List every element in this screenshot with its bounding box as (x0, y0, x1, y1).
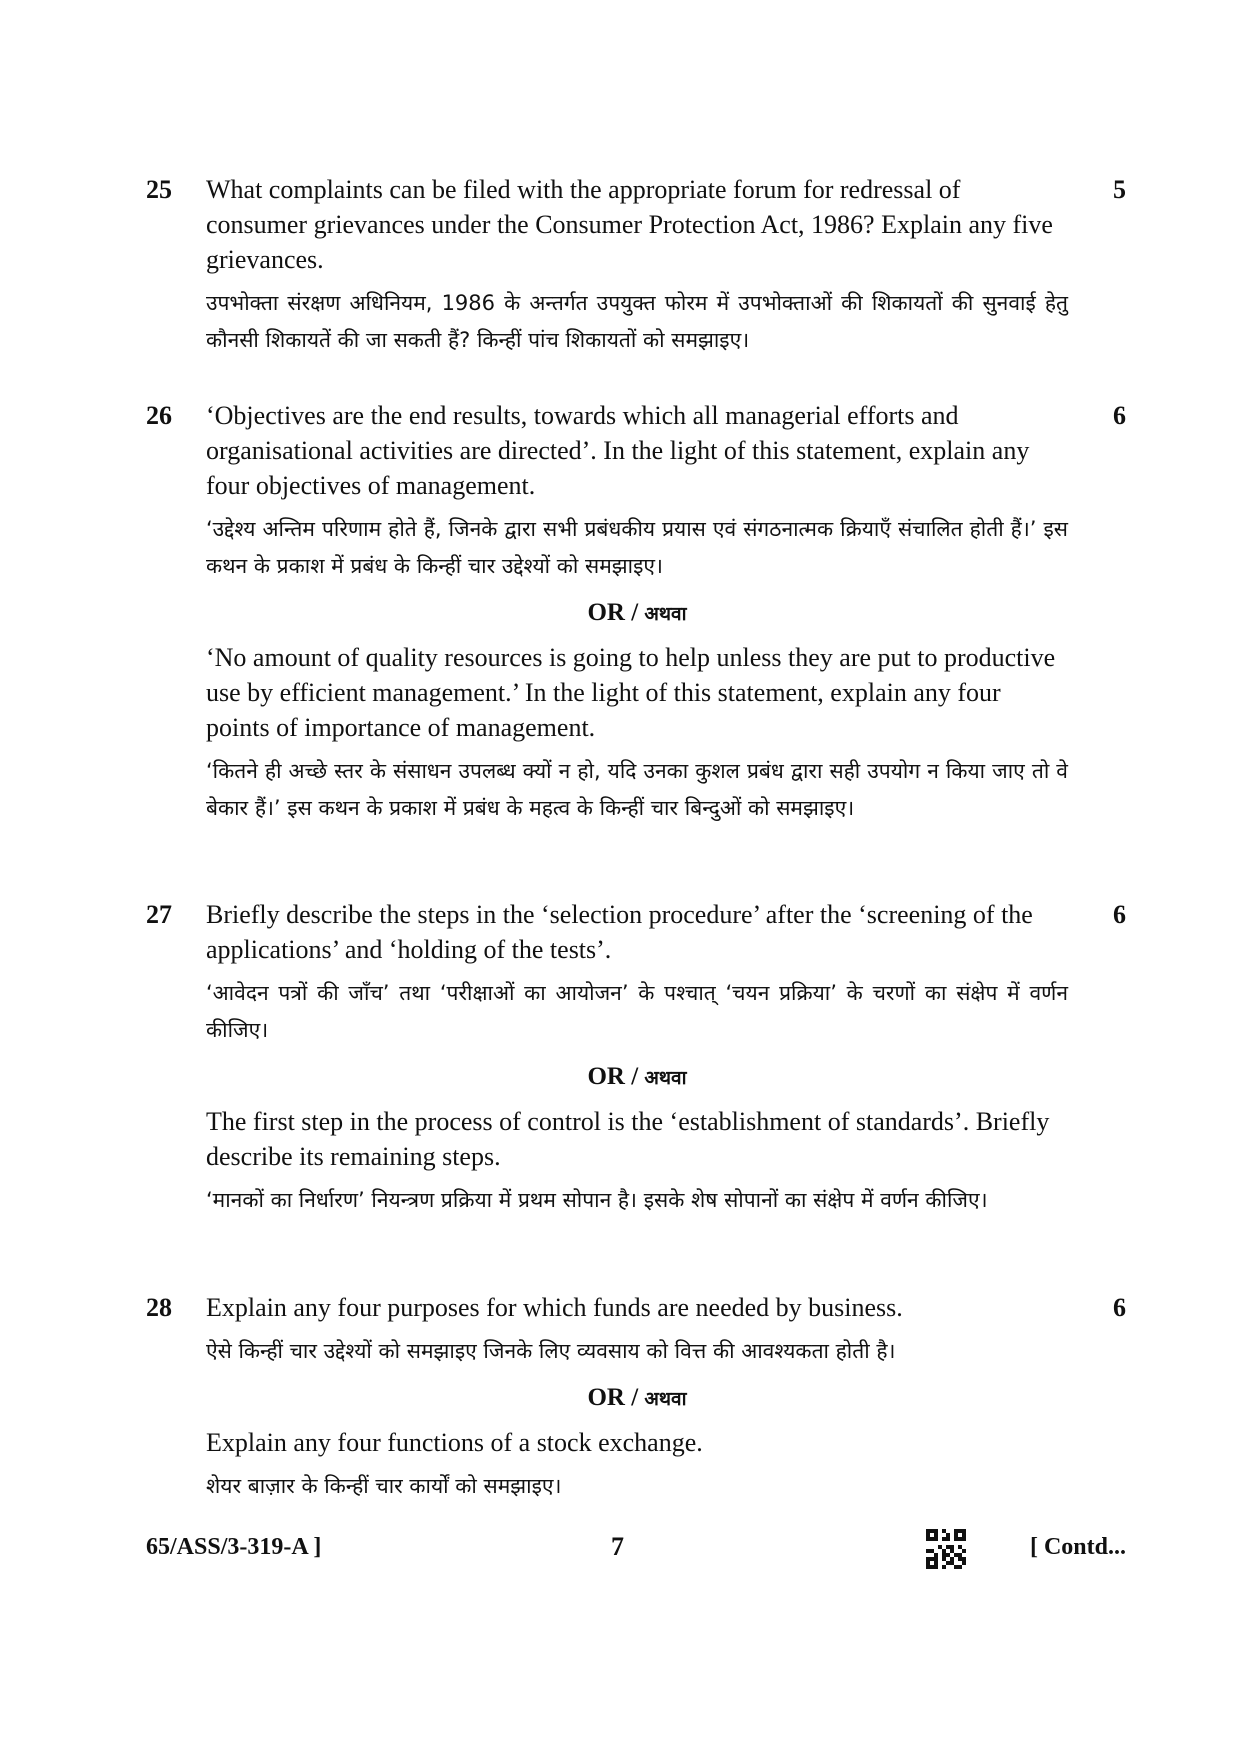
alternative-text-hindi: ‘कितने ही अच्छे स्तर के संसाधन उपलब्ध क्यों न हो, यदि उनका कुशल प्रबंध द्वारा सही उपयोग न किया जाए तो वे बेकार हैं।’ इस कथन के प्रकाश में प्रबंध के महत्व के किन्हीं चार बिन्दुओं को समझाइए। (206, 759, 1068, 820)
question-text-english: What complaints can be filed with the appropriate forum for redressal of consumer grievances under the Consumer Protection Act, 1986? Explain any five grievances. (206, 175, 1053, 274)
question-25 (146, 172, 1126, 359)
or-label-slash: / (631, 599, 639, 626)
or-label-hindi: अथवा (644, 1067, 687, 1089)
question-27 (146, 897, 1126, 1219)
or-label-hindi: अथवा (644, 603, 687, 625)
question-number: 28 (146, 1293, 172, 1322)
question-text-hindi: उपभोक्ता संरक्षण अधिनियम, 1986 के अन्तर्गत उपयुक्त फोरम में उपभोक्ताओं की शिकायतों की सुनवाई हेतु कौनसी शिकायतें की जा सकती हैं? किन्हीं पांच शिकायतों को समझाइए। (206, 291, 1068, 352)
or-label-slash: / (631, 1063, 639, 1090)
question-26 (146, 398, 1126, 827)
or-separator (206, 1380, 1068, 1417)
alternative-text-english: The first step in the process of control is the ‘establishment of standards’. Briefly describe its remaining steps. (206, 1107, 1050, 1171)
question-text-hindi: ‘उद्देश्य अन्तिम परिणाम होते हैं, जिनके द्वारा सभी प्रबंधकीय प्रयास एवं संगठनात्मक क्रियाएँ संचालित होती हैं।’ इस कथन के प्रकाश में प्रबंध के किन्हीं चार उद्देश्यों को समझाइए। (206, 517, 1068, 578)
question-marks: 5 (1113, 175, 1126, 204)
or-separator (206, 1059, 1068, 1096)
alternative-text-english: Explain any four functions of a stock exchange. (206, 1428, 703, 1457)
or-label-english: OR (587, 599, 625, 626)
question-text-english: ‘Objectives are the end results, towards which all managerial efforts and organisational activities are directed’. In the light of this statement, explain any four objectives of management. (206, 401, 1030, 500)
alternative-text-english: ‘No amount of quality resources is going to help unless they are put to productive use by efficient management.’ In the light of this statement, explain any four points of importance of management. (206, 643, 1056, 742)
question-28 (146, 1290, 1126, 1505)
question-text-hindi: ‘आवेदन पत्रों की जाँच’ तथा ‘परीक्षाओं का आयोजन’ के पश्चात् ‘चयन प्रक्रिया’ के चरणों का संक्षेप में वर्णन कीजिए। (206, 981, 1068, 1042)
continued-label: [ Contd... (1029, 1534, 1126, 1560)
question-marks: 6 (1113, 1293, 1126, 1322)
qr-code-icon (926, 1529, 966, 1569)
or-label-english: OR (587, 1063, 625, 1090)
page-footer (146, 1527, 1126, 1567)
question-text-english: Explain any four purposes for which funds are needed by business. (206, 1293, 903, 1322)
paper-code: 65/ASS/3-319-A ] (146, 1534, 322, 1560)
alternative-text-hindi: शेयर बाज़ार के किन्हीं चार कार्यों को समझाइए। (206, 1474, 562, 1498)
or-label-english: OR (587, 1384, 625, 1411)
question-marks: 6 (1113, 900, 1126, 929)
question-number: 26 (146, 401, 172, 430)
question-number: 25 (146, 175, 172, 204)
or-label-hindi: अथवा (644, 1388, 687, 1410)
question-number: 27 (146, 900, 172, 929)
alternative-text-hindi: ‘मानकों का निर्धारण’ नियन्त्रण प्रक्रिया में प्रथम सोपान है। इसके शेष सोपानों का संक्षेप में वर्णन कीजिए। (206, 1188, 988, 1212)
page-number: 7 (611, 1532, 624, 1561)
question-text-english: Briefly describe the steps in the ‘selection procedure’ after the ‘screening of the applications’ and ‘holding of the tests’. (206, 900, 1033, 964)
question-text-hindi: ऐसे किन्हीं चार उद्देश्यों को समझाइए जिनके लिए व्यवसाय को वित्त की आवश्यकता होती है। (206, 1339, 896, 1363)
or-separator (206, 595, 1068, 632)
question-marks: 6 (1113, 401, 1126, 430)
or-label-slash: / (631, 1384, 639, 1411)
